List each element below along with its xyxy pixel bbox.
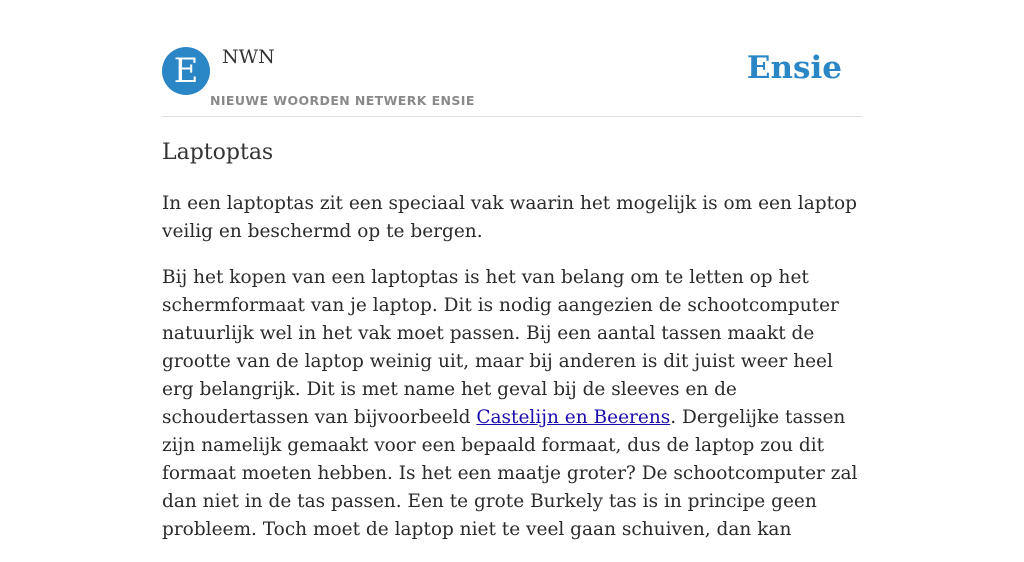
site-logo[interactable]: E — [162, 47, 210, 95]
paragraph-text: . Dergelijke tassen zijn namelijk gemaakt voor een bepaald formaat, dus de laptop zou dit formaat moeten hebben. Is het een maatje groter? De schootcomputer zal dan niet in de tas passen. Een te grote Burkely tas is in principe geen probleem. Toch moet de laptop niet te veel gaan schuiven, dan kan — [162, 407, 858, 540]
paragraph-details — [162, 264, 862, 544]
site-subtitle: NIEUWE WOORDEN NETWERK ENSIE — [210, 93, 475, 108]
article-body — [162, 190, 862, 562]
article-title: Laptoptas — [162, 140, 274, 165]
paragraph-text: Bij het kopen van een laptoptas is het van belang om te letten op het schermformaat van je laptop. Dit is nodig aangezien de schootcomputer natuurlijk wel in het vak moet passen. Bij een aantal tassen maakt de grootte van de laptop weinig uit, maar bij anderen is dit juist weer heel erg belangrijk. Dit is met name het geval bij de sleeves en de schoudertassen van bijvoorbeeld — [162, 267, 839, 428]
castelijn-beerens-link[interactable]: Castelijn en Beerens — [476, 407, 671, 428]
site-header — [162, 0, 862, 117]
paragraph-definition: In een laptoptas zit een speciaal vak waarin het mogelijk is om een laptop veilig en beschermd op te bergen. — [162, 193, 858, 242]
page-container — [162, 0, 862, 540]
brand-logo[interactable]: Ensie — [746, 50, 842, 86]
site-name[interactable]: NWN — [222, 46, 275, 68]
